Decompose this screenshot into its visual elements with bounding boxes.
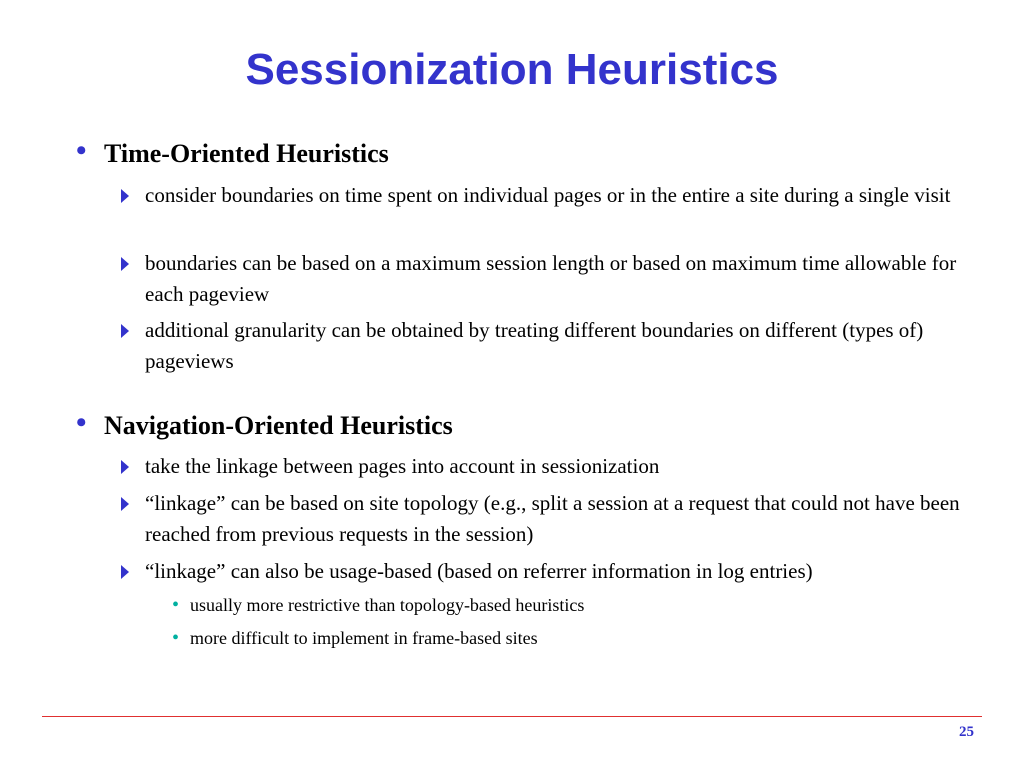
section-heading-label: Time-Oriented Heuristics xyxy=(104,139,389,168)
list-item xyxy=(145,556,975,587)
list-item-text: additional granularity can be obtained by treating different boundaries on different (types of) pageviews xyxy=(145,318,924,373)
list-item xyxy=(145,315,975,377)
triangle-bullet-icon xyxy=(121,257,129,271)
list-item xyxy=(145,180,975,211)
section-heading-label: Navigation-Oriented Heuristics xyxy=(104,411,453,440)
slide-title: Sessionization Heuristics xyxy=(245,45,779,94)
list-item-text: consider boundaries on time spent on individual pages or in the entire a site during a single visit xyxy=(145,183,951,207)
page-number: 25 xyxy=(959,724,974,740)
small-dot-icon: • xyxy=(172,627,180,649)
triangle-bullet-icon xyxy=(121,324,129,338)
list-item xyxy=(145,248,975,310)
triangle-bullet-icon xyxy=(121,565,129,579)
list-item-text: boundaries can be based on a maximum session length or based on maximum time allowable for each pageview xyxy=(145,251,957,306)
list-item xyxy=(145,451,975,482)
bullet-dot-icon: • xyxy=(76,134,87,167)
sub-list-item xyxy=(172,625,538,651)
triangle-bullet-icon xyxy=(121,497,129,511)
sub-list-item-text: usually more restrictive than topology-based heuristics xyxy=(190,595,585,615)
triangle-bullet-icon xyxy=(121,189,129,203)
list-item-text: take the linkage between pages into account in sessionization xyxy=(145,454,660,478)
triangle-bullet-icon xyxy=(121,460,129,474)
section-heading-time xyxy=(76,134,389,170)
list-item-text: “linkage” can be based on site topology (e.g., split a session at a request that could not have been reached from previous requests in the session) xyxy=(145,491,960,546)
list-item-text: “linkage” can also be usage-based (based on referrer information in log entries) xyxy=(145,559,813,583)
footer-divider xyxy=(42,716,982,717)
bullet-dot-icon: • xyxy=(76,406,87,439)
list-item xyxy=(145,488,975,550)
small-dot-icon: • xyxy=(172,594,180,616)
sub-list-item xyxy=(172,592,585,618)
sub-list-item-text: more difficult to implement in frame-based sites xyxy=(190,628,538,648)
section-heading-navigation xyxy=(76,406,453,442)
